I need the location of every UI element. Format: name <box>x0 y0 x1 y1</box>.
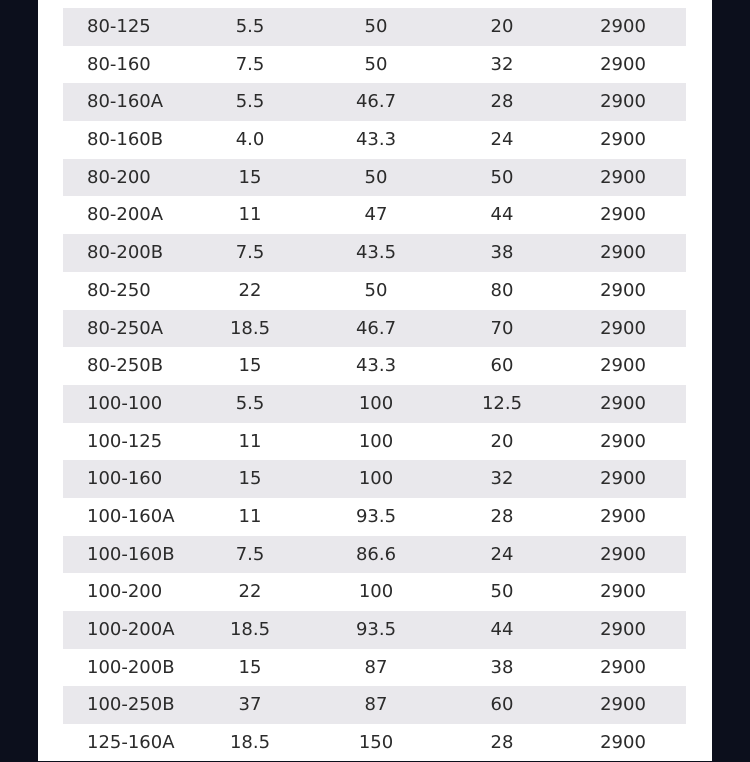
cell-value: 50 <box>364 53 388 75</box>
table-row <box>63 536 686 574</box>
cell-value: 28 <box>490 732 514 754</box>
table-cell <box>87 573 162 611</box>
cell-value: 20 <box>490 430 514 452</box>
cell-value: 100-200 <box>87 581 163 603</box>
cell-value: 50 <box>364 166 388 188</box>
cell-value: 7.5 <box>235 242 265 264</box>
table-cell <box>87 121 163 159</box>
cell-value: 15 <box>238 355 262 377</box>
table-row <box>63 686 686 724</box>
cell-value: 18.5 <box>229 619 271 640</box>
table-cell <box>87 724 175 762</box>
table-cell <box>87 310 163 348</box>
cell-value: 60 <box>490 694 514 716</box>
cell-value: 22 <box>238 279 262 301</box>
table-row <box>63 423 686 461</box>
cell-value: 70 <box>490 317 514 339</box>
table-cell <box>87 423 162 461</box>
cell-value: 93.5 <box>355 505 397 527</box>
cell-value: 2900 <box>600 279 646 301</box>
cell-value: 24 <box>490 543 514 565</box>
table-row <box>63 611 686 649</box>
cell-value: 2900 <box>600 16 646 37</box>
cell-value: 100-160 <box>87 468 163 490</box>
cell-value: 2900 <box>600 543 646 565</box>
cell-value: 2900 <box>600 732 646 754</box>
cell-value: 28 <box>490 505 514 527</box>
cell-value: 28 <box>490 91 514 113</box>
cell-value: 2900 <box>600 392 646 414</box>
cell-value: 80-125 <box>87 16 151 37</box>
cell-value: 2900 <box>600 242 646 264</box>
cell-value: 80-160 <box>87 53 151 75</box>
cell-value: 100 <box>358 392 394 414</box>
cell-value: 125-160A <box>87 732 175 754</box>
table-row <box>63 347 686 385</box>
cell-value: 100-200A <box>87 619 175 640</box>
cell-value: 46.7 <box>355 317 397 339</box>
cell-value: 11 <box>238 505 262 527</box>
spec-card <box>38 0 712 761</box>
table-row <box>63 196 686 234</box>
cell-value: 43.5 <box>355 242 397 264</box>
table-cell <box>87 649 175 687</box>
cell-value: 50 <box>364 16 388 37</box>
table-row <box>63 649 686 687</box>
cell-value: 2900 <box>600 166 646 188</box>
cell-value: 44 <box>490 619 514 640</box>
cell-value: 5.5 <box>235 16 265 37</box>
table-row <box>63 234 686 272</box>
table-row <box>63 573 686 611</box>
cell-value: 2900 <box>600 656 646 678</box>
cell-value: 15 <box>238 166 262 188</box>
cell-value: 11 <box>238 430 262 452</box>
table-row <box>63 8 686 46</box>
cell-value: 60 <box>490 355 514 377</box>
table-cell <box>87 686 175 724</box>
cell-value: 80-200A <box>87 204 164 226</box>
cell-value: 18.5 <box>229 732 271 754</box>
cell-value: 2900 <box>600 53 646 75</box>
table-row <box>63 121 686 159</box>
table-row <box>63 83 686 121</box>
cell-value: 38 <box>490 656 514 678</box>
cell-value: 50 <box>364 279 388 301</box>
cell-value: 2900 <box>600 505 646 527</box>
cell-value: 7.5 <box>235 543 265 565</box>
cell-value: 32 <box>490 53 514 75</box>
cell-value: 12.5 <box>481 392 523 414</box>
table-cell <box>87 611 175 649</box>
cell-value: 150 <box>358 732 394 754</box>
cell-value: 47 <box>364 204 388 226</box>
cell-value: 50 <box>490 581 514 603</box>
cell-value: 100-160B <box>87 543 175 565</box>
cell-value: 100-125 <box>87 430 163 452</box>
cell-value: 93.5 <box>355 619 397 640</box>
table-row <box>63 498 686 536</box>
table-cell <box>87 460 162 498</box>
table-row <box>63 46 686 84</box>
table-cell <box>87 536 175 574</box>
cell-value: 80 <box>490 279 514 301</box>
table-cell <box>87 272 151 310</box>
cell-value: 2900 <box>600 581 646 603</box>
cell-value: 2900 <box>600 468 646 490</box>
cell-value: 80-200 <box>87 166 151 188</box>
table-cell <box>87 498 175 536</box>
table-row <box>63 159 686 197</box>
cell-value: 100 <box>358 430 394 452</box>
cell-value: 4.0 <box>235 129 265 151</box>
cell-value: 100-160A <box>87 505 175 527</box>
cell-value: 44 <box>490 204 514 226</box>
cell-value: 87 <box>364 656 388 678</box>
cell-value: 7.5 <box>235 53 265 75</box>
table-cell <box>87 385 162 423</box>
cell-value: 2900 <box>600 91 646 113</box>
spec-table <box>63 8 686 762</box>
cell-value: 87 <box>364 694 388 716</box>
table-row <box>63 272 686 310</box>
cell-value: 46.7 <box>355 91 397 113</box>
table-cell <box>87 8 151 46</box>
table-row <box>63 460 686 498</box>
cell-value: 2900 <box>600 619 646 640</box>
cell-value: 100-100 <box>87 392 163 414</box>
cell-value: 43.3 <box>355 355 397 377</box>
cell-value: 2900 <box>600 355 646 377</box>
table-row <box>63 385 686 423</box>
table-row <box>63 310 686 348</box>
cell-value: 80-250 <box>87 279 151 301</box>
cell-value: 18.5 <box>229 317 271 339</box>
table-cell <box>87 46 151 84</box>
cell-value: 80-160A <box>87 91 164 113</box>
cell-value: 37 <box>238 694 262 716</box>
cell-value: 11 <box>238 204 262 226</box>
cell-value: 2900 <box>600 317 646 339</box>
cell-value: 5.5 <box>235 91 265 113</box>
cell-value: 24 <box>490 129 514 151</box>
table-cell <box>87 196 163 234</box>
table-row <box>63 724 686 762</box>
cell-value: 2900 <box>600 694 646 716</box>
table-cell <box>87 83 163 121</box>
cell-value: 80-250A <box>87 317 164 339</box>
cell-value: 80-200B <box>87 242 164 264</box>
cell-value: 86.6 <box>355 543 397 565</box>
cell-value: 15 <box>238 656 262 678</box>
cell-value: 20 <box>490 16 514 37</box>
table-cell <box>87 347 163 385</box>
cell-value: 43.3 <box>355 129 397 151</box>
cell-value: 2900 <box>600 129 646 151</box>
cell-value: 100 <box>358 468 394 490</box>
cell-value: 100 <box>358 581 394 603</box>
cell-value: 2900 <box>600 204 646 226</box>
cell-value: 5.5 <box>235 392 265 414</box>
cell-value: 50 <box>490 166 514 188</box>
table-cell <box>87 159 151 197</box>
cell-value: 15 <box>238 468 262 490</box>
cell-value: 2900 <box>600 430 646 452</box>
cell-value: 38 <box>490 242 514 264</box>
cell-value: 100-250B <box>87 694 175 716</box>
cell-value: 80-250B <box>87 355 164 377</box>
cell-value: 22 <box>238 581 262 603</box>
cell-value: 80-160B <box>87 129 164 151</box>
cell-value: 32 <box>490 468 514 490</box>
table-cell <box>87 234 163 272</box>
cell-value: 100-200B <box>87 656 175 678</box>
